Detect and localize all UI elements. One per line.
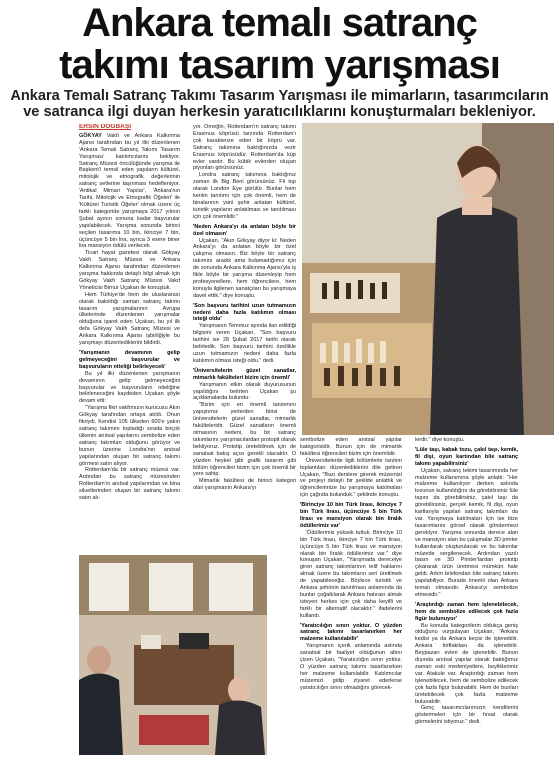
paragraph: Yarışmanın içerik anlamında aslında sanatsal bir faaliyet olduğunun altını çizen Uçakan, "Yaratıcılığın sınırı yoktur. O yüzden satranç takımı tasarlanırken her malzeme kullanılabilir. Katılımcılar müzemizi gidip ziyaret ederlerse yaratıcılığın sınırı olmadığını görecek- <box>300 643 402 691</box>
paragraph: Bu yıl ilki düzenlenen yarışmanın devamının gelip gelmeyeceğini başvurular ve başvuruların niteliğine belirleneceğini kaydeden Uçakan şöyle devam etti: <box>79 370 180 405</box>
paragraph: Yarışmanın Temmuz ayında ilan edildiği bilgisini veren Uçakan, "Son başvuru tarihini ise 28 Şubat 2017 tarihi olarak belirledik. Son başvuru tarihini özellikle uzun tutmamızın nedeni daha fazla katılımın olması isteği oldu." dedi. <box>193 323 296 364</box>
article-column-1 <box>79 124 180 552</box>
article-column-4 <box>415 437 518 759</box>
paragraph: Bu konuda kategorilerin oldukça geniş olduğunu vurgulayan Uçakan, "Ankara kedisi ya da Ankara keçisi de işlenebilir. Ankara tiriftakilası da işlenebilir. Beypazarı evleri de işlenebilir. Bunun dışında anıtsal yapılar olarak baktığımız zaman eski medeniyetlere, beyliklerimiz var. Atakule var. Araştırdığı zaman hem işlenebilecek, hem de sembolize edilecek çok fazla figür bulunabilir. Hem de bunları üretebilecek çok fazla malzeme bulunabilir. <box>415 622 518 705</box>
dateline-location: GÖKYAY <box>79 132 102 139</box>
subheading: 'Yarışmanın devamının gelip gelmeyeceğini başvurular ve başvuruların niteliği belirleyecek' <box>79 350 180 370</box>
paragraph: lerdir." diye konuştu. <box>415 437 465 443</box>
deck-line-2: ve satranca ilgi duyan herkesin yaratıcılıklarını konuşturmaları bekleniyor. <box>23 104 536 120</box>
subheading: 'Yaratıcılığın sınırı yoktur. O yüzden satranç takımı tasarlanırken her malzeme kullanılabilir' <box>300 622 402 643</box>
subheading: 'Birinciye 10 bin Türk lirası, ikinciye 7 bin Türk lirası, üçüncüye 5 bin Türk lirası ve mansiyon olarak bin liralık ödüllerimiz var' <box>300 502 402 529</box>
article-column-2 <box>193 124 296 552</box>
paragraph: Uçakan, satranç tekimi tasarımında her malzeme kullanımına şöyle anlattı: "Her malzeme kullanılıyor derken aslında tozunun kullanıldığını da görebilirsiniz lüle taşını da görebilirsiniz, çakıl taşı da görebilirsiniz, gerçek kemik, fil dişi, oyun kartlarıyla yapılan satranç takımları da var. Yarışmaya katılmaları için ise bize tasarımlarını görsel olarak göndermesi gerekiyor. Yarışma sonunda derece alan ve mansiyon alan bu çalışmalar 3D printer kullanılarak oluşturulacak ve bu takımlar müzede sergilenecek. Ardından yazılı basın ve 3D Printer'lardan prototip çıkararak ürün üretmesi mümkün hale geldi. Artım telefondan bile satranç takımı yapılabiliyor. Burada önemli olan Ankara temalı olmasıdır. Ankara'yı sembolize etmesidir." <box>415 467 518 598</box>
subheading: 'Son başvuru tarihini uzun tutmamızın nedeni daha fazla katılımın olması isteği oldu' <box>193 302 296 323</box>
byline: ERSİN DOĞBAŞI <box>79 124 132 130</box>
subheading: 'Üniversitelerin güzel sanatlar, mimarlık fakülteleri bizim için önemli' <box>193 367 296 381</box>
headline-line-1: Ankara temalı satranç <box>82 1 477 45</box>
paragraph: Uçakan, "Akın Gökyay diyor ki: Neden Ankara'yı da anlatan böyle bir özel çalışma olmasın. Biz böyle bir satranç takımını aradık ama bulamadığımız için de sonunda Ankara Kalkınma Ajansı'yla iş fikle böyle bir yarışma düzenleyip hem profesyonellere, hem öğrencilere, hem konuyla ilgilenen sanatçıları bu yarışmaya davet ettik." diye konuştu. <box>193 237 296 299</box>
paragraph: Vakfı ve Ankara Kalkınma Ajansı tarafından bu yıl ilki düzenlenen 'Ankara Temalı Satranç Takımı Tasarım Yarışması' katılımcılarını bekliyor. Satranç Müzesi öncülüğünde yarışma ile Başkent'i temsil eden yapıların kültürel, mitolojik ve etnografik değerlerinin satranç setlerine taşınması hedefleniyor. 'Antikal Mimari Yapılar', 'Ankara'nın Tarihi, Mitolojik ve Etnografik Öğeleri' ile 'Kültürel Turistik Öğeler' olmak üzere üç farklı kategoride yarışmaya 2017 yılının Şubat ayının sonuna kadar başvurular yapılabilecek. Yarışma sonunda birinci seçilen tasarıma 10 bin, ikinciye 7 bin, üçüncüye 5 bin lira, ayrıca 3 esere biner lira mansiyon ödülü verilecek. <box>79 132 180 250</box>
photo-office-interview <box>79 555 267 755</box>
paragraph: 'Ödüllerimiz yüksek tuttuk. Birinciye 10 bin Türk lirası, ikinciye 7 bin Türk lirası, üçüncüye 5 bin Türk lirası ve mansiyon olarak bin liralık ödüllerimiz var." diye konuşan Uçakan, "Yarışmada derecelye giren satranç takımlarının telif haklarını almak üzere bu takımların seri üretilmek de yapabileceğiz. Böylece turistik ve Ankara şehrinin tanıtılması anlamında da bunlar çoğaltılarak Ankara hatırası almak isteyen herkes için çok daha keyifli ve farklı bir alternatif olacaktır." ifadelerini kullandı. <box>300 529 402 619</box>
paragraph: sembolize eden anıtsal yapılar kategorisidir. Bunun için de mimarlık fakültesi öğrencileri bizim için önemlidir. <box>300 437 402 457</box>
paragraph: Yarışmanın etkin olarak duyurusunun yapıldığını belirten Uçakan şu açıklamalarda bulundu: <box>193 381 296 402</box>
paragraph: Genç tasarımcılarımızın kendilerini göstermeleri için bir fırsat olarak görmelerini istiyoruz." dedi. <box>415 705 518 726</box>
article-column-3 <box>300 437 402 759</box>
paragraph: Rotterdam'da bir satranç müzesi var. Ardından bu satranç müzesinden Rotterdam'ın anıtsal yapılarından ve bina siluetlerinden oluşan bir satranç takımı satın alı- <box>79 467 180 502</box>
paragraph: Hem Türkiye'de hem de uluslararası olarak bakıldığı zaman satranç takımı tasarım yarışmalarının Avrupa ülkelerinde düzenlenen yarışmalar olduğuna işaret eden Uçakan, bu yıl ilk defa Gökyay Vakfı Satranç Müzesi ve Ankara Kalkınma Ajansı işbirliğiyle bu yarışmayı düzenlediklerini bildirdi. <box>79 291 180 347</box>
subheading: 'Neden Ankara'yı da anlatan böyle bir özel olmasın' <box>193 223 296 237</box>
paragraph: Üniversitelerde ilgili bölümlerle tanıtım toplantıları düzenlediklerini dile getiren Uçakan, "Bazı derslere girerek müzemizi ve projeyi detaylı bir şekilde anlattık ve öğrencilerimize bu yarışmaya katılmaları için çağrıda bulunduk." şeklinde konuştu. <box>300 457 402 499</box>
headline-line-2: takımı tasarım yarışması <box>59 43 500 87</box>
subheading: 'Araştırdığı zaman hem işlenebilecek, hem de sembolize edilecek çok fazla figür bulunuyor' <box>415 601 518 622</box>
paragraph: "Yarışma fikri vakfımızın kurucusu Akın Gökyay tarafından ortaya atıldı. Onun fikriydi. Kendisi 105 ülkeden 600'e yakın satranç takımını topladığı sırada birçok ülkenin anıtsal yapılarını sembolize eden satranç takımları olduğunu görüyor ve bunun üzerine Londra'nın anıtsal yapılarından oluşan bir satranç takımı görmesi satın alıyor. <box>79 405 180 467</box>
deck-line-1: Ankara Temalı Satranç Takımı Tasarım Yarışması ile mimarların, tasarımcıların <box>10 88 549 104</box>
subheading: 'Lüle taşı, kabak tozu, çakıl taşı, kemik, fil dişi, oyun kartından bile satranç takımı yapabilirsiniz' <box>415 446 518 467</box>
paragraph: Mimarlık fakültesi de birinci kategori olan yarışmanın Ankara'yı <box>193 478 296 492</box>
photo-illustration <box>302 123 554 435</box>
photo-illustration <box>79 555 267 755</box>
paragraph: Londra satranç takımına baktığınız zaman ilk Big Beni görürsünüz. Fil top olarak London Eye görülür. Bunlar hem kentin tanıtımı için çok önemli, hem de binalarının yani şehir anlatan kültürel, turistik yapıların anlatılması ve tanıtılması için çok önemlidir." <box>193 172 296 220</box>
paragraph: yor. Örneğin, Rotterdam'ın satranç takımı Erasmus köprüsü tarzında Rotterdam'ı çok karakterize eden bir köprü var. Satranç takımına baktığınızda vezir Erasmus köprüsüdür. Rotterdam'da küp evler vardır. Bu kübik evlerden oluşan piyonları görürsünüz. <box>193 124 296 172</box>
photo-woman-with-chess-set <box>302 123 554 435</box>
paragraph: "Bizim için en önemli tanıtımını yapıştımız yerlerden birisi de üniversitelerin güzel sanatlar, mimarlık fakülteleridir. Güzel sanatların önemli olmasının nedeni, bu bir satranç takımlarını yarışmacılardan protopit olarak bekliyoruz. Prototip üretebilmek için de sanatsal bakış açısı gerekli olacaktır. O yüzden heykel gibi grafik tasarım gibi bölüm öğrencileri bizim için çok önemli bir yere sahip. <box>193 402 296 478</box>
paragraph: Ticari hayat gazetesi olarak Gökyay Vakfı Satranç Müzesi ve Ankara Kalkınma Ajansı tarafından düzenlenen yarışma hakkında detaylı bilgi almak için Gökyay Vakfı Satranç Müzesi Vakıf Yöneticisi Birnur Uçakan ile konuştuk. <box>79 250 180 291</box>
